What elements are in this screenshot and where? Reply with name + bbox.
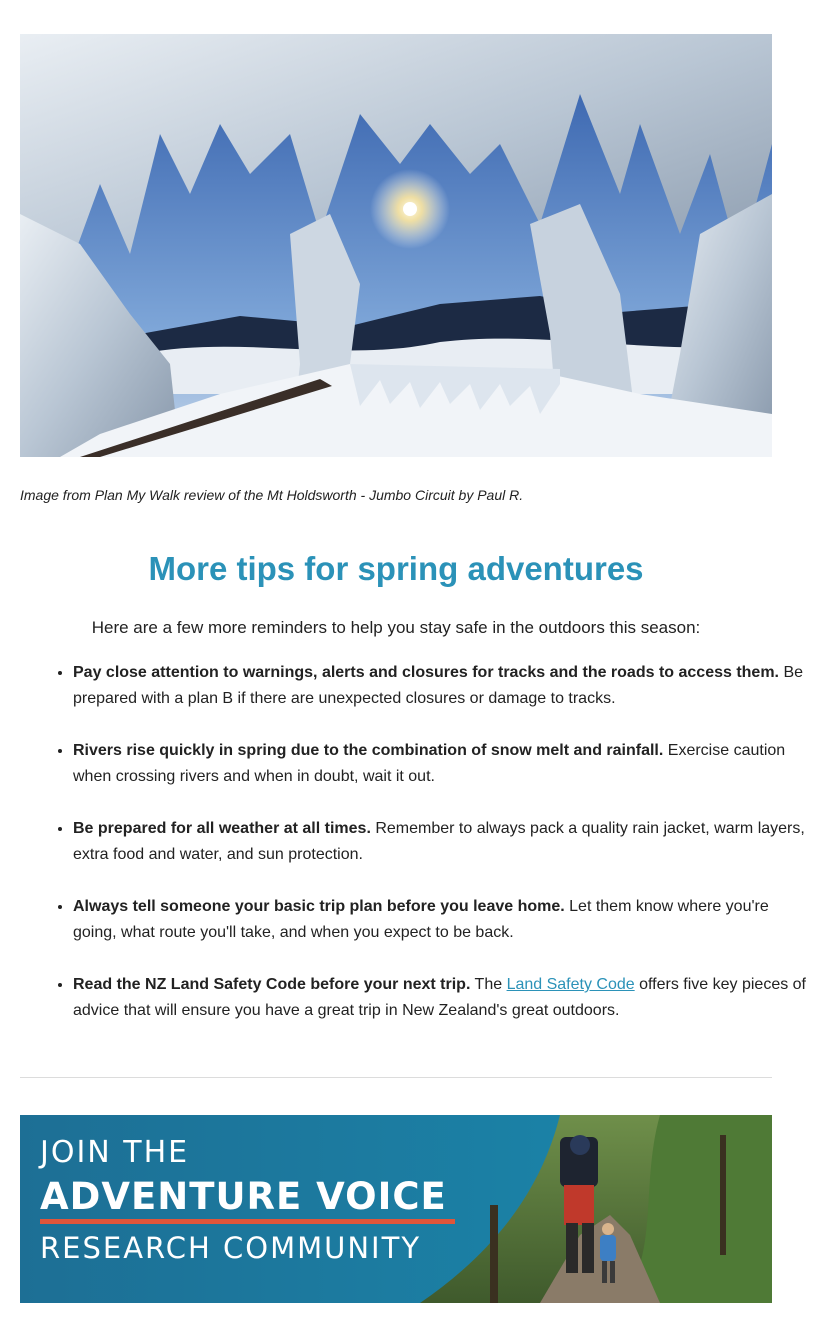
section-title: More tips for spring adventures xyxy=(148,550,644,587)
banner-line-1: JOIN THE xyxy=(40,1135,190,1170)
list-item xyxy=(73,738,813,790)
tip-text: Be prepared with a plan B if there are unexpected closures or damage to tracks. xyxy=(73,664,804,707)
section-intro: Here are a few more reminders to help you stay safe in the outdoors this season: xyxy=(91,618,701,637)
tip-heading: Read the NZ Land Safety Code before your next trip. xyxy=(73,976,471,993)
divider xyxy=(20,1077,772,1078)
list-item xyxy=(73,816,813,868)
banner-line-3: RESEARCH COMMUNITY xyxy=(40,1231,422,1265)
banner-line-2: ADVENTURE VOICE xyxy=(40,1175,447,1218)
hero-image xyxy=(20,34,772,457)
adventure-voice-banner[interactable] xyxy=(20,1115,772,1303)
tip-text: The xyxy=(470,976,507,993)
tips-list xyxy=(33,660,813,1050)
image-caption: Image from Plan My Walk review of the Mt Holdsworth - Jumbo Circuit by Paul R. xyxy=(20,487,524,503)
list-item xyxy=(73,660,813,712)
list-item xyxy=(73,972,813,1024)
land-safety-code-link[interactable]: Land Safety Code xyxy=(506,976,635,993)
list-item xyxy=(73,894,813,946)
tip-heading: Always tell someone your basic trip plan before you leave home. xyxy=(73,898,565,915)
tip-text: Let them know where you're going, what route you'll take, and when you expect to be back. xyxy=(73,898,769,941)
ice-cave-photo xyxy=(20,34,772,457)
tip-heading: Rivers rise quickly in spring due to the combination of snow melt and rainfall. xyxy=(73,742,664,759)
tip-heading: Pay close attention to warnings, alerts and closures for tracks and the roads to access them. xyxy=(73,664,779,681)
tip-text: offers five key pieces of advice that will ensure you have a great trip in New Zealand's great outdoors. xyxy=(73,976,806,1019)
tip-text: Remember to always pack a quality rain jacket, warm layers, extra food and water, and sun protection. xyxy=(73,820,805,863)
banner-underline xyxy=(40,1219,455,1224)
tip-heading: Be prepared for all weather at all times. xyxy=(73,820,371,837)
tip-text: Exercise caution when crossing rivers and when in doubt, wait it out. xyxy=(73,742,786,785)
